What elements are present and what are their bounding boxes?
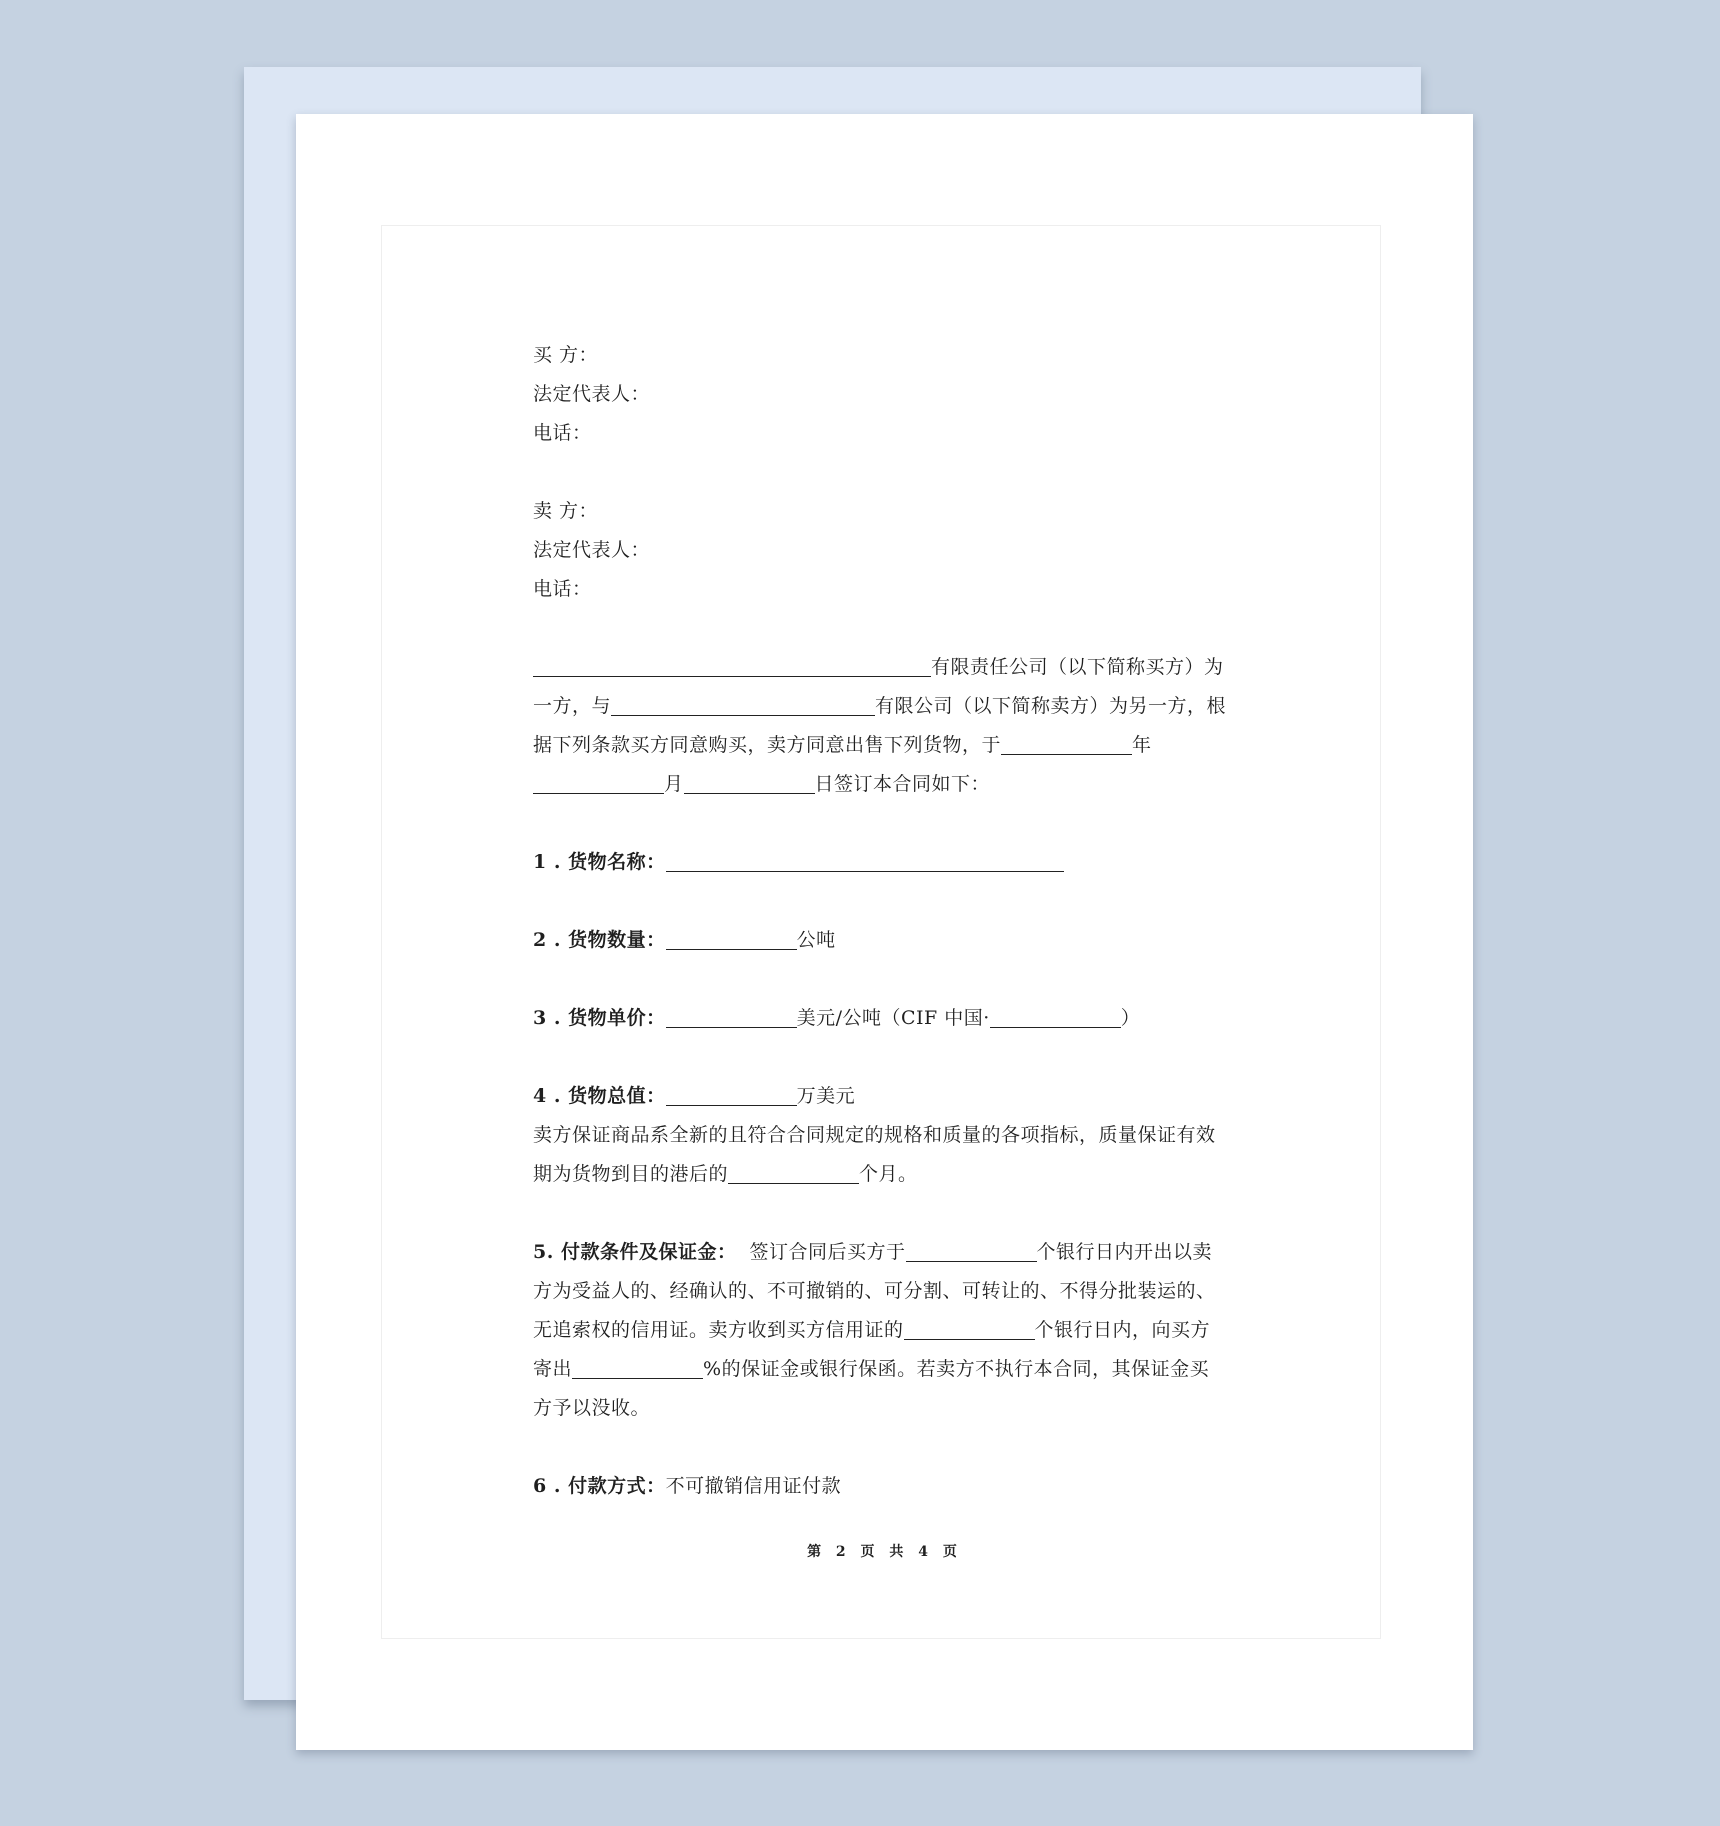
warranty-text: 个月。 [859,1163,918,1185]
item-label: 4 . 货物总值： [533,1085,666,1107]
deposit-percent-blank[interactable] [572,1354,703,1379]
warranty-line-2 [533,1155,1233,1194]
buyer-company-blank[interactable] [533,652,931,677]
port-blank[interactable] [990,1003,1121,1028]
buyer-phone-line: 电话： [533,422,592,444]
warranty-text: 期为货物到目的港后的 [533,1163,729,1185]
item-label: 6 . 付款方式： [533,1475,666,1497]
intro-text: 据下列条款买方同意购买，卖方同意出售下列货物，于 [533,734,1002,756]
item-unit: 万美元 [796,1085,856,1107]
unit-price-blank[interactable] [666,1003,797,1028]
payment-text: 个银行日内开出以卖 [1036,1241,1213,1263]
item-5-payment-terms [533,1233,1233,1272]
item-unit: 公吨 [796,929,836,951]
item-4-total-value [533,1077,1233,1116]
warranty-line-1: 卖方保证商品系全新的且符合合同规定的规格和质量的各项指标，质量保证有效 [533,1124,1216,1146]
warranty-months-blank[interactable] [728,1159,859,1184]
intro-line-2 [533,687,1233,726]
payment-text: 个银行日内，向买方 [1034,1319,1211,1341]
intro-line-4 [533,765,1233,804]
seller-company-blank[interactable] [611,691,875,716]
total-value-blank[interactable] [666,1081,797,1106]
lc-days-blank[interactable] [906,1237,1037,1262]
item-2-quantity [533,921,1233,960]
payment-text: 签订合同后买方于 [736,1241,906,1263]
intro-text: 有限责任公司（以下简称买方）为 [931,656,1224,678]
item-6-payment-method [533,1467,1233,1506]
item-label: 2 . 货物数量： [533,929,666,951]
document-page [296,114,1473,1750]
seller-party-line: 卖 方： [533,500,599,522]
buyer-party-line: 买 方： [533,344,599,366]
payment-method-value: 不可撤销信用证付款 [665,1475,842,1497]
quantity-blank[interactable] [666,925,797,950]
deposit-days-blank[interactable] [904,1315,1035,1340]
contract-body [533,336,1233,1506]
payment-line-2: 方为受益人的、经确认的、不可撤销的、可分割、可转让的、不得分批装运的、 [533,1280,1216,1302]
intro-text: 有限公司（以下简称卖方）为另一方，根 [875,695,1227,717]
day-blank[interactable] [684,769,815,794]
payment-line-3 [533,1311,1233,1350]
item-text: ） [1120,1007,1141,1029]
page-number-footer: 第 2 页 共 4 页 [807,1544,962,1560]
seller-phone-line: 电话： [533,578,592,600]
item-label: 1 . 货物名称： [533,851,666,873]
item-3-unit-price [533,999,1233,1038]
payment-text: %的保证金或银行保函。若卖方不执行本合同，其保证金买 [703,1358,1210,1380]
buyer-rep-line: 法定代表人： [533,383,651,405]
intro-text: 年 [1132,734,1152,756]
item-unit: 美元/公吨（CIF 中国· [796,1007,990,1029]
intro-line-1 [533,648,1233,687]
month-blank[interactable] [533,769,664,794]
payment-text: 无追索权的信用证。卖方收到买方信用证的 [533,1319,904,1341]
intro-text: 日签订本合同如下： [814,773,991,795]
item-label: 5. 付款条件及保证金： [533,1241,737,1263]
payment-line-4 [533,1350,1233,1389]
item-1-goods-name [533,843,1233,882]
intro-text: 月 [664,773,684,795]
payment-text: 寄出 [533,1358,573,1380]
year-blank[interactable] [1001,730,1132,755]
intro-text: 一方，与 [533,695,612,717]
seller-rep-line: 法定代表人： [533,539,651,561]
payment-line-5: 方予以没收。 [533,1397,651,1419]
intro-line-3 [533,726,1233,765]
goods-name-blank[interactable] [666,847,1064,872]
item-label: 3 . 货物单价： [533,1007,666,1029]
